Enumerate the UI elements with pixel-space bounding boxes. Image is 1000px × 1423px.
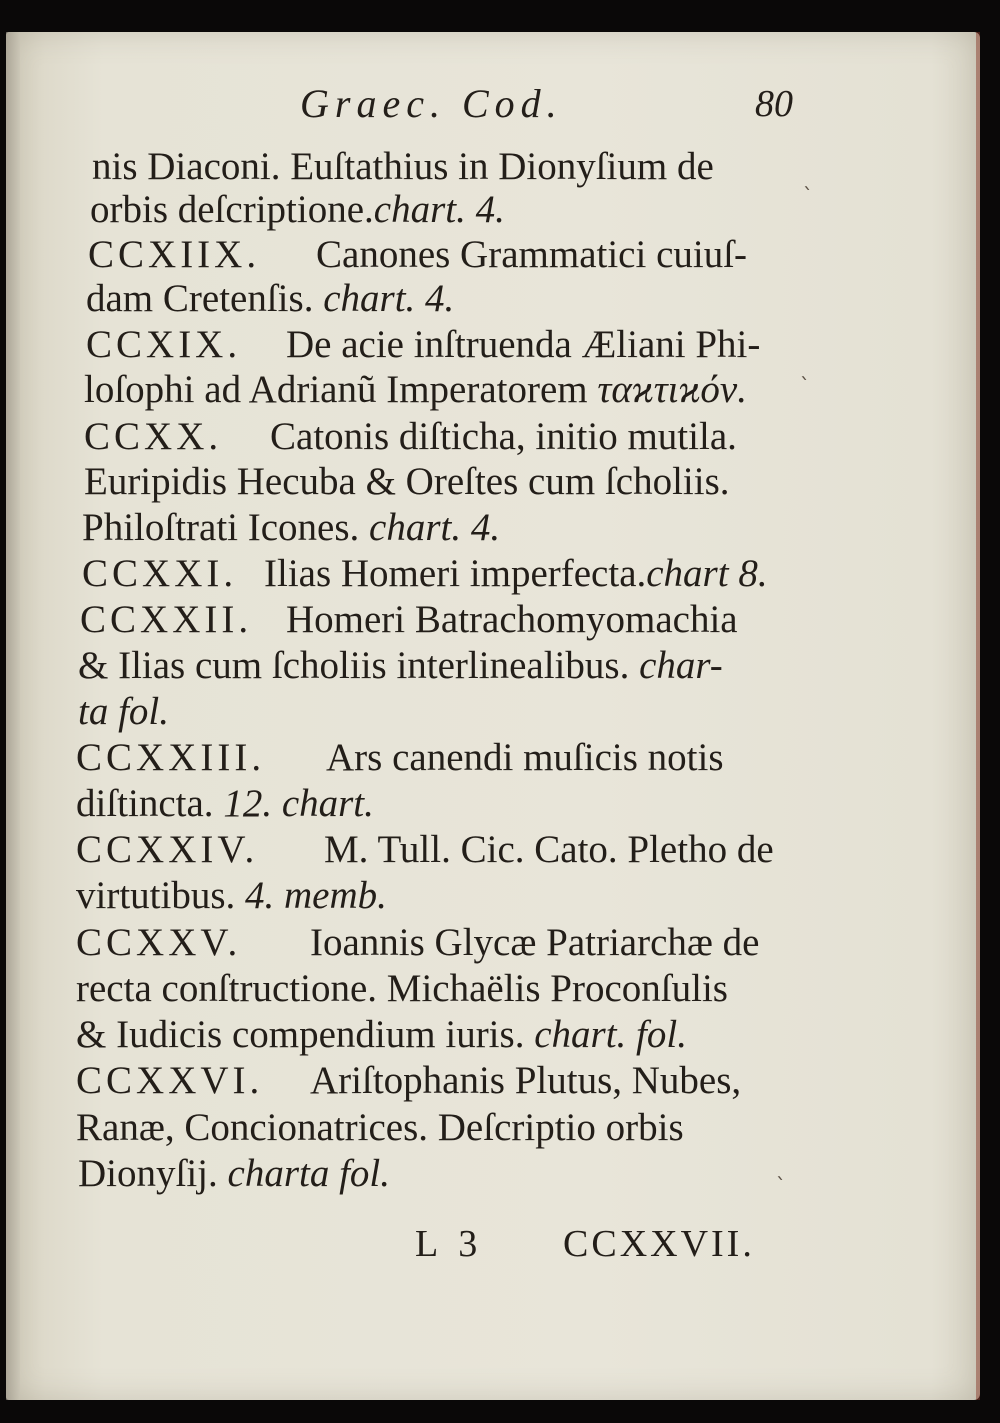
line-text: nis Diaconi. Euſtathius in Dionyſium de (92, 145, 714, 188)
entry-number: CCXIIX. (88, 233, 261, 276)
text-line (82, 504, 500, 552)
entry-number: CCXIX. (86, 323, 242, 366)
entry-number: CCXX. (84, 415, 223, 458)
page-gutter (6, 32, 20, 1400)
format-note: chart. 4. (369, 506, 501, 549)
line-text: Homeri Batrachomyomachia (286, 598, 738, 641)
text-line (76, 1057, 741, 1105)
line-text: Dionyſij. (78, 1152, 228, 1195)
text-line (86, 275, 454, 323)
text-line (76, 780, 374, 828)
text-line (82, 550, 768, 598)
entry-number: CCXXVI. (76, 1059, 264, 1102)
line-text: dam Cretenſis. (86, 277, 324, 320)
text-line (92, 143, 714, 191)
format-note: chart. 4. (373, 188, 505, 231)
text-line (78, 688, 169, 736)
text-line (86, 321, 760, 369)
format-note: chart 8. (646, 552, 768, 595)
text-line (76, 1104, 684, 1152)
line-text: Ranæ, Concionatrices. Deſcriptio orbis (76, 1106, 684, 1149)
text-line (90, 186, 505, 234)
line-text: & Iudicis compendium iuris. (76, 1013, 535, 1056)
entry-number: CCXXII. (80, 598, 253, 641)
text-line (76, 826, 774, 874)
line-text: M. Tull. Cic. Cato. Pletho de (324, 828, 774, 871)
text-line (76, 734, 724, 782)
margin-tick-mark: ˎ (800, 356, 810, 380)
page-edge (976, 32, 980, 1400)
line-text: orbis deſcriptione. (90, 188, 374, 231)
line-text: De acie inſtruenda Æliani Phi- (286, 323, 761, 366)
format-note: chart. 4. (323, 277, 455, 320)
signature-mark: L 3 (415, 1223, 484, 1265)
line-text: & Ilias cum ſcholiis interlinealibus. (78, 644, 640, 687)
text-line (84, 413, 737, 461)
page-number: 80 (755, 83, 793, 125)
format-note: 12. chart. (223, 782, 374, 825)
line-text: Ars canendi muſicis notis (326, 736, 724, 779)
format-note: 4. memb. (245, 874, 387, 917)
text-line (76, 919, 759, 967)
line-text: virtutibus. (76, 874, 246, 917)
entry-number: CCXXI. (82, 552, 238, 595)
margin-tick-mark: ˎ (776, 1156, 786, 1180)
text-line (76, 872, 387, 920)
entry-number: CCXXV. (76, 921, 242, 964)
page-header (0, 80, 1000, 130)
line-text: Ioannis Glycæ Patriarchæ de (310, 921, 760, 964)
entry-number: CCXXIII. (76, 736, 266, 779)
line-text: recta conſtructione. Michaëlis Proconſulis (76, 967, 728, 1010)
format-note: charta fol. (227, 1152, 391, 1195)
entry-number: CCXXIV. (76, 828, 259, 871)
text-line (78, 1150, 390, 1198)
line-text: diſtincta. (76, 782, 224, 825)
running-title: Graec. Cod. (300, 81, 563, 126)
text-line (76, 1011, 687, 1059)
format-note: ta fol. (78, 690, 170, 733)
line-text: Catonis diſticha, initio mutila. (270, 415, 737, 458)
text-line (80, 596, 738, 644)
text-line (88, 231, 747, 279)
format-note: ταϰτιϰόν. (597, 368, 747, 411)
line-text: Ilias Homeri imperfecta. (264, 552, 647, 595)
text-line (84, 366, 747, 414)
line-text: Ariſtophanis Plutus, Nubes, (310, 1059, 742, 1102)
format-note: char- (639, 644, 723, 687)
text-line (84, 458, 730, 506)
line-text: Canones Grammatici cuiuſ- (316, 233, 748, 276)
format-note: chart. fol. (534, 1013, 687, 1056)
text-line (78, 642, 723, 690)
line-text: Euripidis Hecuba & Oreſtes cum ſcholiis. (84, 460, 730, 503)
catchword: CCXXVII. (563, 1223, 755, 1265)
text-line (76, 965, 728, 1013)
line-text: loſophi ad Adrianũ Imperatorem (84, 368, 598, 411)
line-text: Philoſtrati Icones. (82, 506, 370, 549)
margin-tick-mark: ˎ (803, 166, 813, 190)
